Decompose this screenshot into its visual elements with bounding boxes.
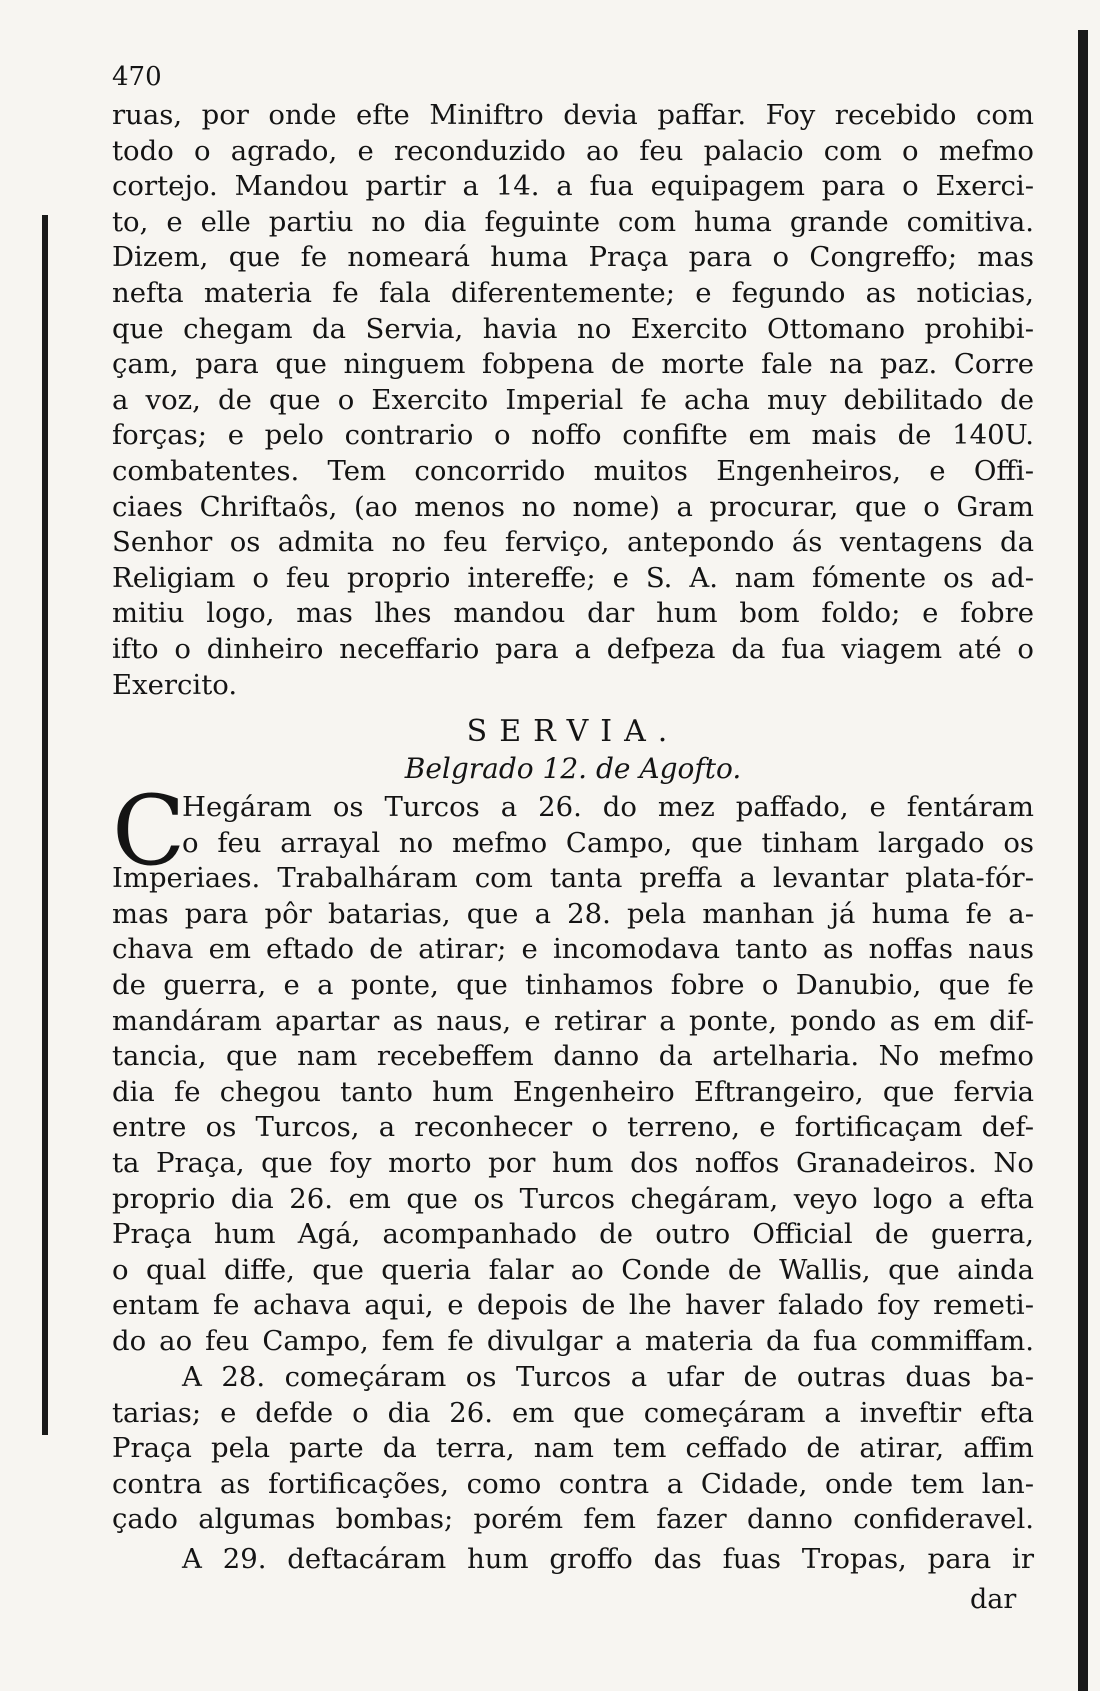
text-line: a voz, de que o Exercito Imperial fe acha muy debilitado de [112, 383, 1034, 416]
text-line: o feu arrayal no mefmo Campo, que tinham largado os [182, 826, 1034, 859]
drop-cap: C [112, 775, 186, 887]
catchword: dar [970, 1584, 1017, 1615]
text-line: A 29. deftacáram hum groffo das fuas Tropas, para ir [182, 1543, 1034, 1575]
text-line: Religiam o feu proprio intereffe; e S. A. nam fómente os ad- [112, 561, 1034, 594]
text-line: Praça pela parte da terra, nam tem ceffado de atirar, affim [112, 1432, 1034, 1465]
dateline: Belgrado 12. de Agofto. [404, 752, 742, 785]
text-line: do ao feu Campo, fem fe divulgar a materia da fua commiffam. [112, 1324, 1034, 1357]
text-line: to, e elle partiu no dia feguinte com huma grande comitiva. [112, 205, 1034, 238]
text-line: de guerra, e a ponte, que tinhamos fobre o Danubio, que fe [112, 968, 1034, 1001]
text-line: o qual diffe, que queria falar ao Conde de Wallis, que ainda [112, 1253, 1034, 1286]
text-line: proprio dia 26. em que os Turcos chegáram, veyo logo a efta [112, 1182, 1034, 1215]
text-line: Imperiaes. Trabalháram com tanta preffa a levantar plata-fór- [112, 862, 1034, 895]
text-line: çam, para que ninguem fobpena de morte fale na paz. Corre [112, 348, 1034, 381]
text-line: Exercito. [112, 668, 238, 701]
paragraph-2 [112, 1360, 1034, 1538]
text-line: A 28. começáram os Turcos a ufar de outras duas ba- [182, 1361, 1034, 1393]
text-line: contra as fortificações, como contra a Cidade, onde tem lan- [112, 1467, 1034, 1500]
paragraph-3 [112, 1542, 1034, 1578]
text-line: mas para pôr batarias, que a 28. pela manhan já huma fe a- [112, 897, 1034, 930]
text-line: cortejo. Mandou partir a 14. a fua equipagem para o Exerci- [112, 170, 1034, 203]
text-line: ifto o dinheiro neceffario para a defpeza da fua viagem até o [112, 632, 1034, 665]
text-line: que chegam da Servia, havia no Exercito Ottomano prohibi- [112, 312, 1034, 345]
right-page-edge [1078, 30, 1088, 1691]
paragraph-1 [112, 790, 1034, 1360]
text-line: entre os Turcos, a reconhecer o terreno, e fortificaçam def- [112, 1111, 1034, 1144]
text-line: tancia, que nam recebeffem danno da artelharia. No mefmo [112, 1040, 1034, 1073]
continued-paragraph [112, 98, 1034, 703]
text-line: dia fe chegou tanto hum Engenheiro Eftrangeiro, que fervia [112, 1075, 1034, 1108]
text-line: ta Praça, que foy morto por hum dos noffos Granadeiros. No [112, 1146, 1034, 1179]
text-line: mitiu logo, mas lhes mandou dar hum bom foldo; e fobre [112, 597, 1034, 630]
section-heading: SERVIA. [466, 714, 680, 749]
text-line: Dizem, que fe nomeará huma Praça para o Congreffo; mas [112, 241, 1034, 274]
text-line: mandáram apartar as naus, e retirar a ponte, pondo as em dif- [112, 1004, 1034, 1037]
page-number: 470 [112, 62, 162, 92]
text-line: todo o agrado, e reconduzido ao feu palacio com o mefmo [112, 134, 1034, 167]
text-line: ciaes Chriftaôs, (ao menos no nome) a procurar, que o Gram [112, 490, 1034, 523]
text-line: chava em eftado de atirar; e incomodava tanto as noffas naus [112, 933, 1034, 966]
left-margin-rule [42, 215, 48, 1435]
text-line: Praça hum Agá, acompanhado de outro Official de guerra, [112, 1218, 1034, 1251]
text-line: çado algumas bombas; porém fem fazer danno confideravel. [112, 1503, 1034, 1536]
text-line: forças; e pelo contrario o noffo confifte em mais de 140U. [112, 419, 1034, 452]
text-line: nefta materia fe fala diferentemente; e fegundo as noticias, [112, 276, 1034, 309]
text-line: entam fe achava aqui, e depois de lhe haver falado foy remeti- [112, 1289, 1034, 1322]
text-line: tarias; e defde o dia 26. em que começáram a inveftir efta [112, 1396, 1034, 1429]
text-line: ruas, por onde efte Miniftro devia paffar. Foy recebido com [112, 99, 1034, 131]
text-line: Hegáram os Turcos a 26. do mez paffado, e fentáram [182, 791, 1034, 823]
text-line: combatentes. Tem concorrido muitos Engenheiros, e Offi- [112, 454, 1034, 487]
text-line: Senhor os admita no feu ferviço, antepondo ás ventagens da [112, 526, 1034, 559]
